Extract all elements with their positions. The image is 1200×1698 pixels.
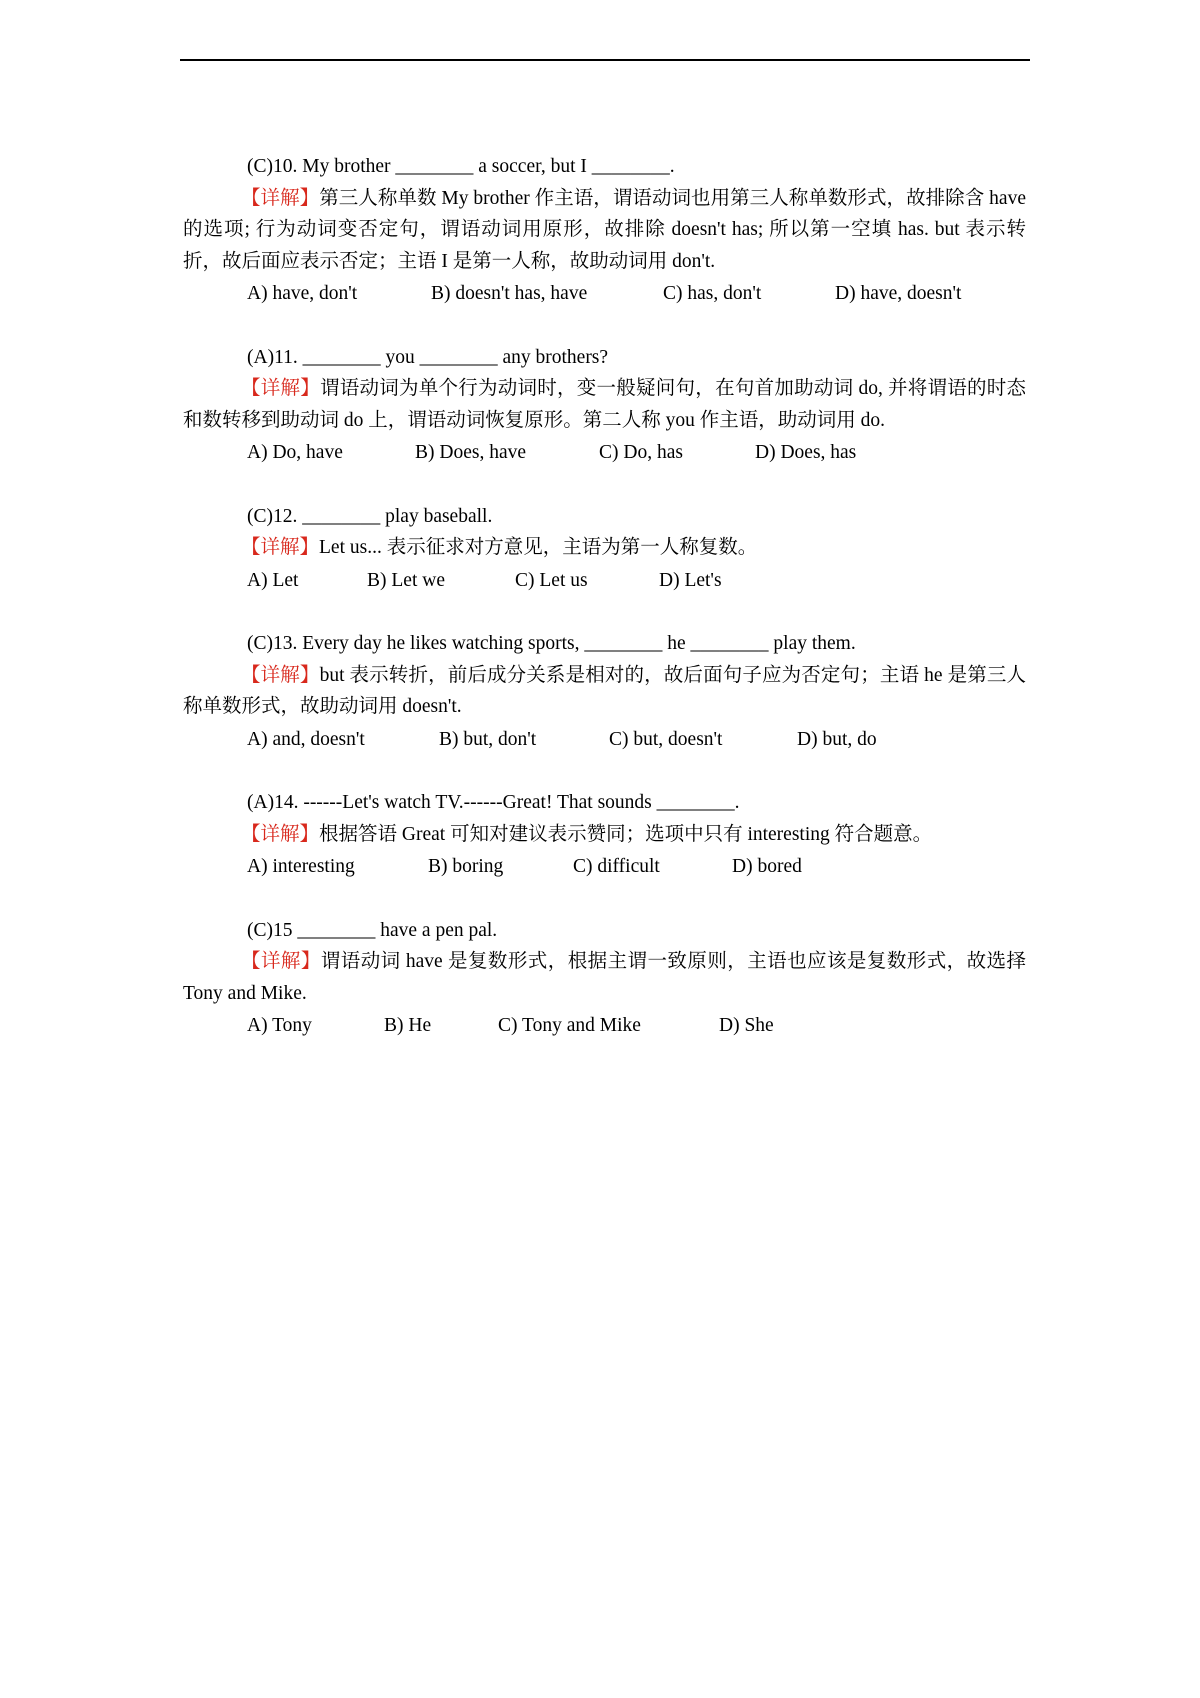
explanation-tag: 【详解】 (241, 537, 320, 558)
option-b: B) doesn't has, have (431, 283, 588, 304)
answer-options (183, 851, 1026, 883)
option-b: B) but, don't (439, 728, 537, 750)
option-a: A) and, doesn't (247, 728, 365, 750)
option-a: A) interesting (247, 856, 355, 877)
option-c: C) Tony and Mike (498, 1015, 641, 1036)
explanation-tag: 【详解】 (241, 823, 320, 845)
question-11 (183, 342, 1026, 469)
question-explanation (183, 183, 1026, 278)
question-explanation (183, 819, 1026, 851)
question-explanation (183, 373, 1026, 436)
option-d: D) but, do (797, 728, 877, 750)
question-stem: (A)11. ________ you ________ any brothers? (247, 346, 609, 368)
option-d: D) Does, has (755, 442, 857, 463)
question-stem: (C)10. My brother ________ a soccer, but I ________. (247, 156, 675, 177)
answer-options (183, 565, 1026, 597)
option-b: B) Does, have (415, 442, 527, 463)
explanation-text: Let us... 表示征求对方意见，主语为第一人称复数。 (319, 537, 758, 558)
question-list (183, 151, 1026, 1074)
option-c: C) has, don't (663, 283, 762, 304)
question-13 (183, 628, 1026, 755)
question-stem: (C)15 ________ have a pen pal. (247, 919, 498, 941)
question-10 (183, 151, 1026, 310)
question-explanation (183, 532, 1026, 564)
explanation-tag: 【详解】 (241, 187, 320, 209)
option-c: C) Do, has (599, 442, 683, 463)
question-14 (183, 787, 1026, 883)
question-explanation (183, 946, 1026, 1009)
question-stem: (A)14. ------Let's watch TV.------Great! That sounds ________. (247, 792, 740, 813)
explanation-text: 根据答语 Great 可知对建议表示赞同；选项中只有 interesting 符合题意。 (319, 823, 933, 845)
option-c: C) difficult (573, 856, 660, 877)
answer-options (183, 437, 1026, 469)
option-c: C) Let us (515, 569, 588, 591)
option-d: D) She (719, 1015, 774, 1036)
option-a: A) Tony (247, 1015, 312, 1036)
option-d: D) bored (732, 856, 802, 877)
option-a: A) Do, have (247, 442, 343, 463)
explanation-text: 谓语动词为单个行为动词时，变一般疑问句，在句首加助动词 do, 并将谓语的时态和数转移到助动词 do 上，谓语动词恢复原形。第二人称 you 作主语，助动词用 do. (183, 378, 1026, 431)
question-12 (183, 501, 1026, 597)
option-b: B) boring (428, 856, 504, 877)
option-c: C) but, doesn't (609, 728, 723, 750)
explanation-tag: 【详解】 (241, 951, 321, 972)
explanation-text: but 表示转折，前后成分关系是相对的，故后面句子应为否定句；主语 he 是第三人称单数形式，故助动词用 doesn't. (183, 664, 1026, 717)
explanation-text: 第三人称单数 My brother 作主语，谓语动词也用第三人称单数形式，故排除含 have 的选项; 行为动词变否定句，谓语动词用原形，故排除 doesn't has; 所以第一空填 has. but 表示转折，故后面应表示否定；主语 I 是第一人称，故助动词用 don't. (183, 187, 1026, 272)
option-b: B) Let we (367, 569, 445, 591)
header-rule (180, 59, 1030, 61)
answer-options (183, 278, 1026, 310)
question-stem: (C)13. Every day he likes watching sports, ________ he ________ play them. (247, 633, 856, 654)
explanation-tag: 【详解】 (241, 378, 321, 399)
option-d: D) have, doesn't (835, 283, 962, 304)
answer-options (183, 724, 1026, 756)
option-d: D) Let's (659, 569, 722, 591)
question-stem: (C)12. ________ play baseball. (247, 505, 493, 527)
option-a: A) Let (247, 569, 299, 591)
question-explanation (183, 660, 1026, 723)
option-b: B) He (384, 1015, 432, 1036)
answer-options (183, 1010, 1026, 1042)
explanation-tag: 【详解】 (241, 664, 320, 686)
option-a: A) have, don't (247, 283, 358, 304)
question-15 (183, 915, 1026, 1042)
explanation-text: 谓语动词 have 是复数形式，根据主谓一致原则，主语也应该是复数形式，故选择 Tony and Mike. (183, 951, 1026, 1004)
